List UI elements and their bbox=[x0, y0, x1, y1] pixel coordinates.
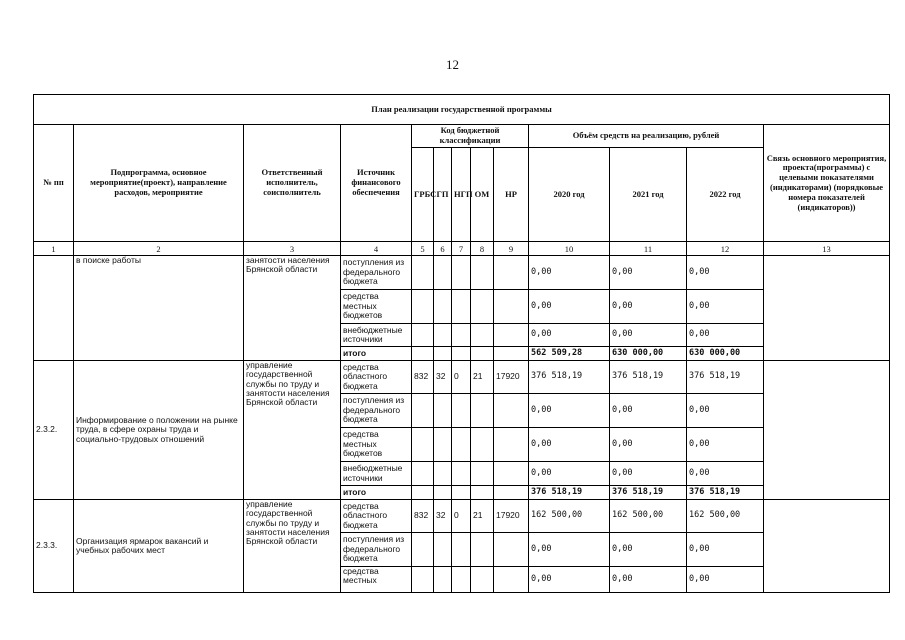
col-number: 2 bbox=[74, 242, 244, 256]
code-nr: 17920 bbox=[494, 500, 529, 533]
col-number: 6 bbox=[434, 242, 452, 256]
funding-source-total: итого bbox=[341, 486, 412, 500]
col-number: 5 bbox=[412, 242, 434, 256]
page-number: 12 bbox=[446, 57, 459, 72]
col-number: 12 bbox=[687, 242, 764, 256]
header-num: № пп bbox=[34, 125, 74, 242]
value-2021: 0,00 bbox=[610, 567, 687, 593]
value-2022: 0,00 bbox=[687, 567, 764, 593]
activity-name: Организация ярмарок вакансий и учебных рабочих мест bbox=[74, 500, 244, 593]
value-2021: 376 518,19 bbox=[610, 361, 687, 394]
executor-name: управление государственной службы по труду и занятости населения Брянской области bbox=[244, 500, 341, 593]
funding-source: средства местных бюджетов bbox=[341, 290, 412, 324]
executor-name: управление государственной службы по труду и занятости населения Брянской области bbox=[244, 361, 341, 500]
value-2021: 0,00 bbox=[610, 394, 687, 428]
funding-source-total: итого bbox=[341, 347, 412, 361]
row-number bbox=[34, 256, 74, 361]
col-number: 11 bbox=[610, 242, 687, 256]
indicator-link bbox=[764, 256, 890, 361]
col-number: 8 bbox=[471, 242, 494, 256]
value-2021: 0,00 bbox=[610, 290, 687, 324]
value-2021: 0,00 bbox=[610, 533, 687, 567]
value-2020: 0,00 bbox=[529, 256, 610, 290]
indicator-link bbox=[764, 500, 890, 593]
total-2021: 376 518,19 bbox=[610, 486, 687, 500]
funding-source: внебюджетные источники bbox=[341, 462, 412, 486]
header-2020: 2020 год bbox=[529, 148, 610, 242]
col-number: 1 bbox=[34, 242, 74, 256]
table-row bbox=[34, 361, 890, 394]
header-grbs: ГРБС bbox=[412, 148, 434, 242]
row-number: 2.3.2. bbox=[34, 361, 74, 500]
value-2020: 0,00 bbox=[529, 567, 610, 593]
funding-source: средства местных bbox=[341, 567, 412, 593]
header-2022: 2022 год bbox=[687, 148, 764, 242]
total-2020: 376 518,19 bbox=[529, 486, 610, 500]
col-number: 4 bbox=[341, 242, 412, 256]
table-title: План реализации государственной программы bbox=[34, 95, 890, 125]
value-2022: 0,00 bbox=[687, 428, 764, 462]
value-2020: 0,00 bbox=[529, 462, 610, 486]
funding-source: поступления из федерального бюджета bbox=[341, 394, 412, 428]
code-ngp: 0 bbox=[452, 500, 471, 533]
code-grbs: 832 bbox=[412, 361, 434, 394]
header-2021: 2021 год bbox=[610, 148, 687, 242]
value-2021: 0,00 bbox=[610, 428, 687, 462]
funding-source: внебюджетные источники bbox=[341, 324, 412, 347]
table-row bbox=[34, 256, 890, 290]
code-om: 21 bbox=[471, 361, 494, 394]
header-gp: ГП bbox=[434, 148, 452, 242]
value-2022: 0,00 bbox=[687, 256, 764, 290]
header-link: Связь основного мероприятия, проекта(программы) с целевыми показателями (индикаторами) (порядковые номера показателей (индикаторов)) bbox=[764, 125, 890, 242]
value-2020: 0,00 bbox=[529, 428, 610, 462]
funding-source: поступления из федерального бюджета bbox=[341, 533, 412, 567]
header-subprogram: Подпрограмма, основное мероприятие(проект), направление расходов, мероприятие bbox=[74, 125, 244, 242]
value-2020: 376 518,19 bbox=[529, 361, 610, 394]
funding-source: средства областного бюджета bbox=[341, 500, 412, 533]
activity-name: в поиске работы bbox=[74, 256, 244, 361]
funding-source: средства местных бюджетов bbox=[341, 428, 412, 462]
value-2020: 0,00 bbox=[529, 324, 610, 347]
value-2020: 0,00 bbox=[529, 394, 610, 428]
header-volume: Объём средств на реализацию, рублей bbox=[529, 125, 764, 148]
header-row-1 bbox=[34, 125, 890, 148]
activity-name: Информирование о положении на рынке труда, в сфере охраны труда и социально-трудовых отношений bbox=[74, 361, 244, 500]
value-2022: 0,00 bbox=[687, 324, 764, 347]
total-2022: 630 000,00 bbox=[687, 347, 764, 361]
value-2022: 0,00 bbox=[687, 533, 764, 567]
code-gp: 32 bbox=[434, 500, 452, 533]
col-number: 9 bbox=[494, 242, 529, 256]
header-executor: Ответственный исполнитель, соисполнитель bbox=[244, 125, 341, 242]
value-2021: 162 500,00 bbox=[610, 500, 687, 533]
row-number: 2.3.3. bbox=[34, 500, 74, 593]
funding-source: поступления из федерального бюджета bbox=[341, 256, 412, 290]
header-nr: НР bbox=[494, 148, 529, 242]
code-ngp: 0 bbox=[452, 361, 471, 394]
total-2021: 630 000,00 bbox=[610, 347, 687, 361]
value-2020: 0,00 bbox=[529, 290, 610, 324]
value-2022: 376 518,19 bbox=[687, 361, 764, 394]
value-2022: 0,00 bbox=[687, 462, 764, 486]
value-2021: 0,00 bbox=[610, 324, 687, 347]
value-2020: 162 500,00 bbox=[529, 500, 610, 533]
header-budget-code: Код бюджетной классификации bbox=[412, 125, 529, 148]
header-om: ОМ bbox=[471, 148, 494, 242]
code-nr: 17920 bbox=[494, 361, 529, 394]
code-grbs: 832 bbox=[412, 500, 434, 533]
col-number: 13 bbox=[764, 242, 890, 256]
value-2020: 0,00 bbox=[529, 533, 610, 567]
table-title-row bbox=[34, 95, 890, 125]
code-om: 21 bbox=[471, 500, 494, 533]
value-2021: 0,00 bbox=[610, 462, 687, 486]
value-2022: 0,00 bbox=[687, 290, 764, 324]
header-source: Источник финансового обеспечения bbox=[341, 125, 412, 242]
program-plan-table bbox=[33, 94, 890, 593]
total-2022: 376 518,19 bbox=[687, 486, 764, 500]
funding-source: средства областного бюджета bbox=[341, 361, 412, 394]
total-2020: 562 509,28 bbox=[529, 347, 610, 361]
table-row bbox=[34, 500, 890, 533]
code-gp: 32 bbox=[434, 361, 452, 394]
value-2022: 0,00 bbox=[687, 394, 764, 428]
indicator-link bbox=[764, 361, 890, 500]
col-number: 10 bbox=[529, 242, 610, 256]
value-2021: 0,00 bbox=[610, 256, 687, 290]
executor-name: занятости населения Брянской области bbox=[244, 256, 341, 361]
header-ngp: НГП bbox=[452, 148, 471, 242]
value-2022: 162 500,00 bbox=[687, 500, 764, 533]
col-number: 7 bbox=[452, 242, 471, 256]
column-numbers-row bbox=[34, 242, 890, 256]
col-number: 3 bbox=[244, 242, 341, 256]
program-plan-table-frame bbox=[33, 94, 889, 596]
